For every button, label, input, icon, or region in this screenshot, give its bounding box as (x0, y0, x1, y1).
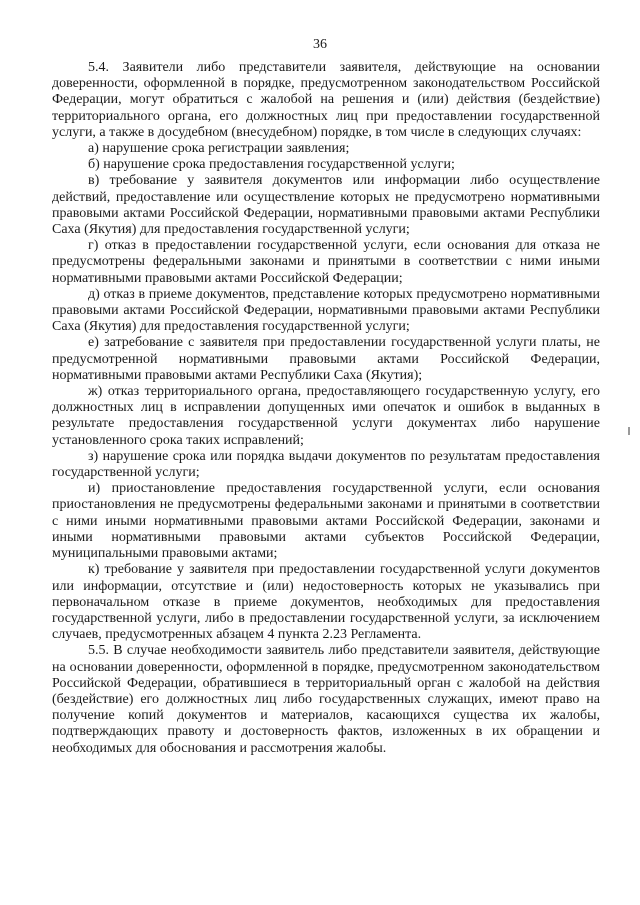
list-item-z: з) нарушение срока или порядка выдачи документов по результатам предоставления государственной услуги; (52, 448, 600, 481)
list-item-e: е) затребование с заявителя при предоставлении государственной услуги платы, не предусмотренной нормативными правовыми актами Российской Федерации, нормативными правовыми актами Республики Саха (Якутия); (52, 335, 600, 383)
list-item-g: г) отказ в предоставлении государственной услуги, если основания для отказа не предусмотрены федеральными законами и принятыми в соответствии с ними иными нормативными правовыми актами Российской Федерации; (52, 238, 600, 286)
paragraph-5-5: 5.5. В случае необходимости заявитель либо представители заявителя, действующие на основании доверенности, оформленной в порядке, предусмотренном законодательством Российской Федерации, обратившиеся в территориальный орган с жалобой на действия (бездействие) его должностных лиц либо государственных служащих, имеют право на получение копий документов и материалов, касающихся существа их жалобы, подтверждающих правоту и достоверность фактов, изложенных в их обращении и необходимых для обоснования и рассмотрения жалобы. (52, 643, 600, 756)
list-item-i: и) приостановление предоставления государственной услуги, если основания приостановления не предусмотрены федеральными законами и принятыми в соответствии с ними иными нормативными правовыми актами Российской Федерации, законами и иными нормативными правовыми актами субъектов Российской Федерации, муниципальными правовыми актами; (52, 481, 600, 562)
list-item-b: б) нарушение срока предоставления государственной услуги; (88, 157, 455, 173)
list-item-a: а) нарушение срока регистрации заявления; (88, 141, 350, 157)
list-item-zh: ж) отказ территориального органа, предоставляющего государственную услугу, его должностных лиц в исправлении допущенных ими опечаток и ошибок в выданных в результате предоставления государственной услуги документах либо нарушение установленного срока таких исправлений; (52, 384, 600, 448)
document-body (52, 60, 600, 757)
list-item-v: в) требование у заявителя документов или информации либо осуществление действий, предоставление или осуществление которых не предусмотрено нормативными правовыми актами Российской Федерации, нормативными правовыми актами Республики Саха (Якутия) для предоставления государственной услуги; (52, 173, 600, 238)
list-item-k: к) требование у заявителя при предоставлении государственной услуги документов или информации, отсутствие и (или) недостоверность которых не указывались при первоначальном отказе в приеме документов, необходимых для предоставления государственной услуги, либо в предоставлении государственной услуги, за исключением случаев, предусмотренных абзацем 4 пункта 2.23 Регламента. (52, 562, 600, 643)
scan-margin-mark (628, 427, 630, 435)
page-number: 36 (313, 37, 327, 52)
paragraph-5-4: 5.4. Заявители либо представители заявителя, действующие на основании доверенности, оформленной в порядке, предусмотренном законодательством Российской Федерации, могут обратиться с жалобой на решения и (или) действия (бездействие) территориального органа, его должностных лиц при предоставлении государственной услуги, а также в досудебном (внесудебном) порядке, в том числе в следующих случаях: (52, 60, 600, 140)
list-item-d: д) отказ в приеме документов, представление которых предусмотрено нормативными правовыми актами Российской Федерации, нормативными правовыми актами Республики Саха (Якутия) для предоставления государственной услуги; (52, 286, 600, 335)
